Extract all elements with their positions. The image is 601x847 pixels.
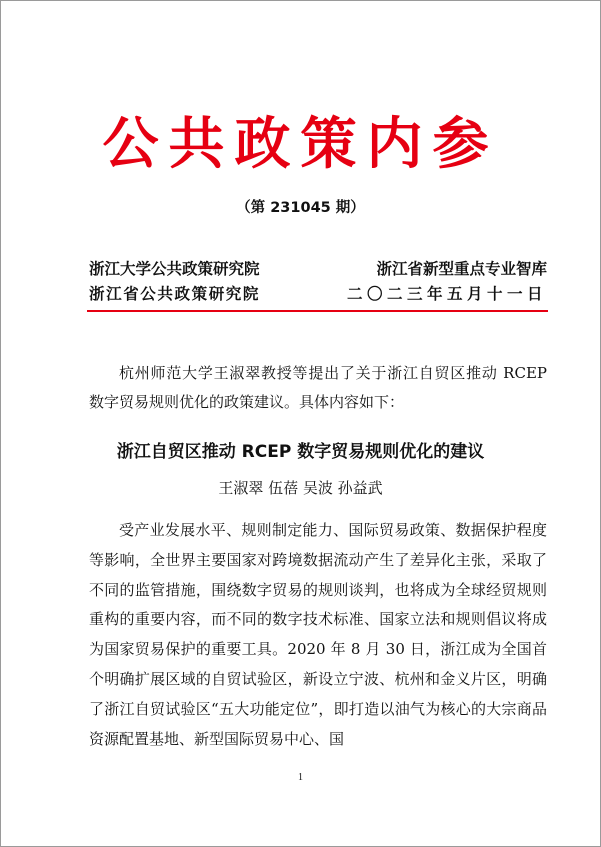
masthead-title: 公共政策内参: [102, 111, 499, 177]
publisher-name: 浙江大学公共政策研究院: [89, 260, 260, 278]
publisher-row-2: [89, 282, 547, 306]
publisher-name-secondary: 浙江省公共政策研究院: [89, 285, 261, 303]
issue-date: 二〇二三年五月十一日: [346, 285, 547, 303]
issue-number: （第 231045 期）: [236, 200, 365, 216]
header-divider: [87, 310, 548, 312]
intro-paragraph: 杭州师范大学王淑翠教授等提出了关于浙江自贸区推动 RCEP 数字贸易规则优化的政策建议。具体内容如下：: [89, 364, 547, 411]
article-title: 浙江自贸区推动 RCEP 数字贸易规则优化的建议: [116, 442, 485, 462]
publisher-row-1: [89, 257, 547, 281]
article-authors: 王淑翠 伍蓓 吴波 孙益武: [218, 479, 383, 497]
article-body-paragraph: 受产业发展水平、规则制定能力、国际贸易政策、数据保护程度等影响，全世界主要国家对跨境数据流动产生了差异化主张，采取了不同的监管措施，围绕数字贸易的规则谈判，也将成为全球经贸规则重构的重要内容，而不同的数字技术标准、国家立法和规则倡议将成为国家贸易保护的重要工具。2020 年 8 月 30 日，浙江成为全国首个明确扩展区域的自贸试验区，新设立宁波、杭州和金义片区，明确了浙江自贸试验区“五大功能定位”，即打造以油气为核心的大宗商品资源配置基地、新型国际贸易中心、国: [89, 521, 547, 748]
page-number: 1: [298, 772, 303, 783]
think-tank-label: 浙江省新型重点专业智库: [376, 260, 547, 278]
